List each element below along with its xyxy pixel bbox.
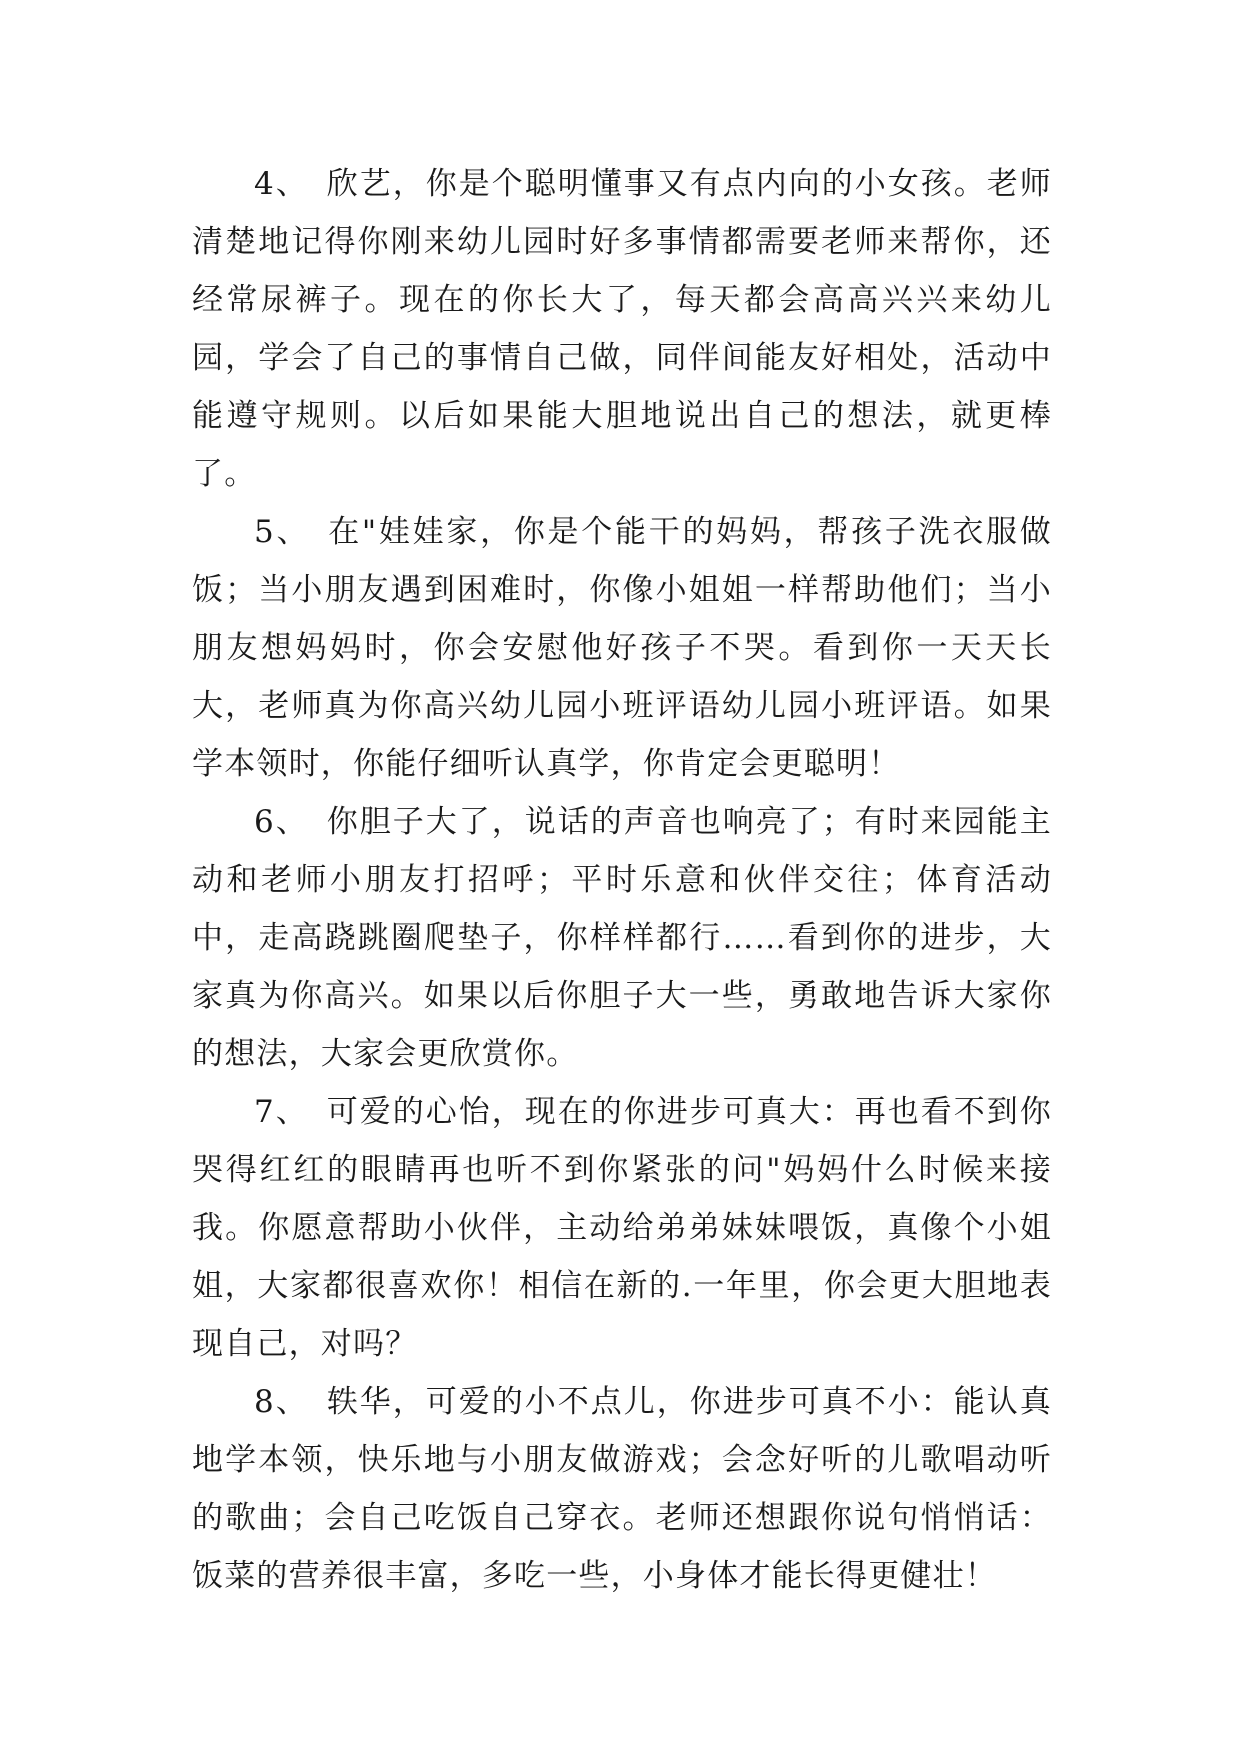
paragraph-text: 可爱的心怡，现在的你进步可真大：再也看不到你哭得红红的眼睛再也听不到你紧张的问"妈妈什么时候来接我。你愿意帮助小伙伴，主动给弟弟妹妹喂饭，真像个小姐姐，大家都很喜欢你！相信在新的.一年里，你会更大胆地表现自己，对吗？ [192,1094,1052,1362]
paragraph-7 [192,1083,1052,1373]
paragraph-text: 你胆子大了，说话的声音也响亮了；有时来园能主动和老师小朋友打招呼；平时乐意和伙伴交往；体育活动中，走高跷跳圈爬垫子，你样样都行……看到你的进步，大家真为你高兴。如果以后你胆子大一些，勇敢地告诉大家你的想法，大家会更欣赏你。 [192,804,1052,1072]
paragraph-number: 6、 [254,804,309,840]
paragraph-number: 7、 [254,1094,309,1130]
paragraph-text: 在"娃娃家，你是个能干的妈妈，帮孩子洗衣服做饭；当小朋友遇到困难时，你像小姐姐一样帮助他们；当小朋友想妈妈时，你会安慰他好孩子不哭。看到你一天天长大，老师真为你高兴幼儿园小班评语幼儿园小班评语。如果学本领时，你能仔细听认真学，你肯定会更聪明！ [192,514,1052,782]
document-body [192,155,1052,1605]
paragraph-number: 5、 [254,514,311,550]
paragraph-6 [192,793,1052,1083]
paragraph-number: 8、 [254,1384,309,1420]
paragraph-number: 4、 [254,166,309,202]
paragraph-text: 轶华，可爱的小不点儿，你进步可真不小：能认真地学本领，快乐地与小朋友做游戏；会念好听的儿歌唱动听的歌曲；会自己吃饭自己穿衣。老师还想跟你说句悄悄话：饭菜的营养很丰富，多吃一些，小身体才能长得更健壮！ [192,1384,1052,1594]
paragraph-8 [192,1373,1052,1605]
paragraph-text: 欣艺，你是个聪明懂事又有点内向的小女孩。老师清楚地记得你刚来幼儿园时好多事情都需要老师来帮你，还经常尿裤子。现在的你长大了，每天都会高高兴兴来幼儿园，学会了自己的事情自己做，同伴间能友好相处，活动中能遵守规则。以后如果能大胆地说出自己的想法，就更棒了。 [192,166,1052,492]
paragraph-5 [192,503,1052,793]
paragraph-4 [192,155,1052,503]
